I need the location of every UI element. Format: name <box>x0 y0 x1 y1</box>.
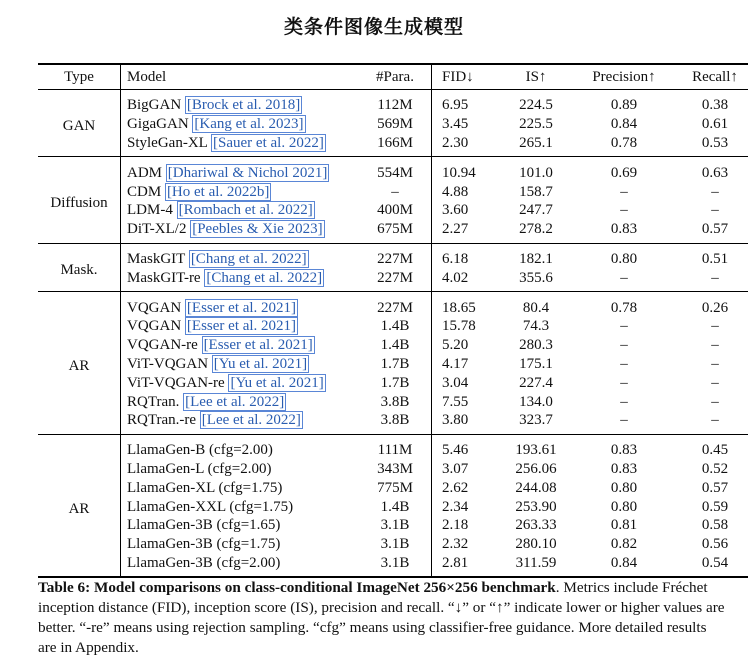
cell-params: 227M <box>359 292 432 317</box>
citation-link[interactable]: [Chang et al. 2022] <box>206 269 323 286</box>
cell-precision: 0.80 <box>610 479 638 496</box>
cell-is: 175.1 <box>519 355 553 372</box>
cell-recall: – <box>711 412 719 429</box>
cell-precision: 0.69 <box>610 164 638 181</box>
cell-model <box>121 268 360 291</box>
cell-model <box>121 554 360 578</box>
model-name: LlamaGen-3B (cfg=1.75) <box>127 536 281 553</box>
cell-precision: – <box>620 318 628 335</box>
caption-label: Table 6: <box>38 579 91 596</box>
cell-precision: – <box>620 202 628 219</box>
cell-recall: 0.57 <box>701 221 729 238</box>
cell-recall: 0.58 <box>701 517 729 534</box>
cell-recall: 0.53 <box>701 134 729 151</box>
model-name: RQTran.-re <box>127 412 197 429</box>
table-row <box>38 535 748 554</box>
model-name: LlamaGen-L (cfg=2.00) <box>127 460 272 477</box>
table-row <box>38 336 748 355</box>
cell-params: 227M <box>359 243 432 268</box>
citation-link[interactable]: [Kang et al. 2023] <box>194 116 304 133</box>
model-name: BigGAN <box>127 97 182 114</box>
cell-model <box>121 182 360 201</box>
cell-model <box>121 292 360 317</box>
citation-link[interactable]: [Esser et al. 2021] <box>186 299 297 316</box>
cell-precision: 0.83 <box>610 442 638 459</box>
cell-params: 343M <box>359 460 432 479</box>
cell-precision: 0.81 <box>610 517 638 534</box>
cell-is: 80.4 <box>522 299 550 316</box>
cell-model <box>121 115 360 134</box>
table-row <box>38 243 748 268</box>
cell-model <box>121 90 360 115</box>
cell-recall: – <box>711 183 719 200</box>
model-name: LlamaGen-B (cfg=2.00) <box>127 442 273 459</box>
cell-is: 227.4 <box>519 374 553 391</box>
cell-model <box>121 243 360 268</box>
cell-model <box>121 336 360 355</box>
table-row <box>38 157 748 182</box>
cell-precision: – <box>620 183 628 200</box>
cell-is: 247.7 <box>519 202 553 219</box>
cell-params: 675M <box>359 220 432 243</box>
citation-link[interactable]: [Ho et al. 2022b] <box>166 183 270 200</box>
cell-params: – <box>359 182 432 201</box>
model-name: LlamaGen-XL (cfg=1.75) <box>127 479 283 496</box>
model-name: ADM <box>127 164 163 181</box>
table-row <box>38 317 748 336</box>
header-fid: FID↓ <box>432 64 501 90</box>
cell-recall: 0.59 <box>701 498 729 515</box>
cell-precision: 0.89 <box>610 97 638 114</box>
cell-params: 112M <box>359 90 432 115</box>
citation-link[interactable]: [Peebles & Xie 2023] <box>192 221 323 238</box>
cell-recall: 0.52 <box>701 460 729 477</box>
cell-params: 166M <box>359 134 432 157</box>
table-row <box>38 182 748 201</box>
cell-params: 1.7B <box>359 355 432 374</box>
cell-recall: 0.51 <box>701 250 729 267</box>
header-type: Type <box>38 64 121 90</box>
cell-params: 554M <box>359 157 432 182</box>
cell-is: 355.6 <box>519 269 553 286</box>
cell-params: 3.1B <box>359 516 432 535</box>
cell-model <box>121 317 360 336</box>
cell-recall: 0.26 <box>701 299 729 316</box>
table-row <box>38 292 748 317</box>
cell-is: 182.1 <box>519 250 553 267</box>
cell-params: 111M <box>359 434 432 459</box>
cell-params: 1.7B <box>359 373 432 392</box>
cell-precision: – <box>620 269 628 286</box>
citation-link[interactable]: [Dhariwal & Nichol 2021] <box>167 164 328 181</box>
cell-params: 3.8B <box>359 392 432 411</box>
citation-link[interactable]: [Sauer et al. 2022] <box>213 134 324 151</box>
table-row <box>38 134 748 157</box>
cell-params: 227M <box>359 268 432 291</box>
cell-is: 244.08 <box>515 479 557 496</box>
cell-fid: 4.17 <box>442 355 469 372</box>
model-name: ViT-VQGAN-re <box>127 374 225 391</box>
header-precision: Precision↑ <box>572 64 676 90</box>
cell-is: 158.7 <box>519 183 553 200</box>
cell-is: 74.3 <box>522 318 550 335</box>
table-row <box>38 373 748 392</box>
cell-model <box>121 134 360 157</box>
cell-recall: 0.63 <box>701 164 729 181</box>
model-name: ViT-VQGAN <box>127 355 209 372</box>
model-name: VQGAN <box>127 299 182 316</box>
table-row <box>38 554 748 578</box>
table-row <box>38 115 748 134</box>
cell-recall: 0.45 <box>701 442 729 459</box>
cell-fid: 2.81 <box>442 554 469 571</box>
cell-fid: 6.18 <box>442 250 469 267</box>
model-name: LDM-4 <box>127 202 173 219</box>
cell-fid: 7.55 <box>442 393 469 410</box>
cell-is: 280.10 <box>515 536 557 553</box>
cell-fid: 6.95 <box>442 97 469 114</box>
cell-fid: 3.60 <box>442 202 469 219</box>
cell-is: 134.0 <box>519 393 553 410</box>
cell-fid: 4.02 <box>442 269 469 286</box>
cell-params: 1.4B <box>359 497 432 516</box>
cell-model <box>121 516 360 535</box>
cell-precision: – <box>620 412 628 429</box>
cell-recall: – <box>711 337 719 354</box>
table-row <box>38 90 748 115</box>
cell-model <box>121 497 360 516</box>
cell-fid: 15.78 <box>442 318 476 335</box>
cell-fid: 2.27 <box>442 221 469 238</box>
cell-model <box>121 373 360 392</box>
cell-model <box>121 535 360 554</box>
table-row <box>38 392 748 411</box>
cell-model <box>121 201 360 220</box>
header-params: #Para. <box>359 64 432 90</box>
cell-type: GAN <box>38 90 121 157</box>
cell-precision: 0.84 <box>610 554 638 571</box>
table-caption <box>38 578 726 658</box>
cell-model <box>121 434 360 459</box>
citation-link[interactable]: [Rombach et al. 2022] <box>178 202 313 219</box>
cell-params: 775M <box>359 478 432 497</box>
model-name: GigaGAN <box>127 116 189 133</box>
model-name: LlamaGen-3B (cfg=1.65) <box>127 517 281 534</box>
cell-fid: 2.34 <box>442 498 469 515</box>
results-table <box>38 63 748 578</box>
cell-is: 224.5 <box>519 97 553 114</box>
table-group <box>38 243 748 292</box>
table-row <box>38 355 748 374</box>
table-row <box>38 460 748 479</box>
table-row <box>38 516 748 535</box>
cell-params: 3.1B <box>359 535 432 554</box>
cell-fid: 2.18 <box>442 517 469 534</box>
cell-type: Mask. <box>38 243 121 292</box>
cell-recall: 0.56 <box>701 536 729 553</box>
model-name: MaskGIT-re <box>127 269 201 286</box>
cell-precision: 0.78 <box>610 134 638 151</box>
table-row <box>38 478 748 497</box>
cell-precision: 0.82 <box>610 536 638 553</box>
header-recall: Recall↑ <box>676 64 748 90</box>
cell-precision: 0.83 <box>610 460 638 477</box>
cell-recall: 0.54 <box>701 554 729 571</box>
cell-recall: 0.61 <box>701 116 729 133</box>
cell-fid: 18.65 <box>442 299 476 316</box>
cell-is: 101.0 <box>519 164 553 181</box>
citation-link[interactable]: [Yu et al. 2021] <box>230 374 324 391</box>
table-row <box>38 497 748 516</box>
cell-model <box>121 355 360 374</box>
cell-fid: 3.45 <box>442 116 469 133</box>
table-row <box>38 434 748 459</box>
cell-fid: 5.20 <box>442 337 469 354</box>
cell-type: Diffusion <box>38 157 121 243</box>
model-name: LlamaGen-XXL (cfg=1.75) <box>127 498 294 515</box>
model-name: RQTran. <box>127 393 180 410</box>
cell-recall: – <box>711 269 719 286</box>
cell-fid: 3.80 <box>442 412 469 429</box>
cell-fid: 2.32 <box>442 536 469 553</box>
cell-params: 569M <box>359 115 432 134</box>
cell-type: AR <box>38 292 121 435</box>
cell-is: 311.59 <box>515 554 557 571</box>
cell-is: 278.2 <box>519 221 553 238</box>
cell-fid: 4.88 <box>442 183 469 200</box>
cell-fid: 5.46 <box>442 442 469 459</box>
table-row <box>38 220 748 243</box>
citation-link[interactable]: [Esser et al. 2021] <box>203 337 313 354</box>
page-title: 类条件图像生成模型 <box>283 16 464 38</box>
cell-params: 3.8B <box>359 411 432 434</box>
cell-recall: 0.38 <box>701 97 729 114</box>
citation-link[interactable]: [Brock et al. 2018] <box>186 97 301 114</box>
cell-params: 1.4B <box>359 336 432 355</box>
table-group <box>38 434 748 577</box>
model-name: VQGAN <box>127 318 182 335</box>
cell-model <box>121 392 360 411</box>
table-row <box>38 201 748 220</box>
table-group <box>38 157 748 243</box>
model-name: DiT-XL/2 <box>127 221 187 238</box>
cell-model <box>121 478 360 497</box>
cell-model <box>121 411 360 434</box>
cell-is: 256.06 <box>515 460 557 477</box>
caption-bold: Model comparisons on class-conditional ImageNet 256×256 benchmark <box>93 579 556 596</box>
cell-type: AR <box>38 434 121 577</box>
cell-precision: 0.80 <box>610 250 638 267</box>
cell-recall: – <box>711 393 719 410</box>
caption-text: . Metrics include Fréchet inception distance (FID), inception score (IS), precision and recall. “↓” or “↑” indicate lower or higher values are better. “-re” means using rejection sampling. “cfg” means using classifier-free guidance. More detailed results are in Appendix. <box>38 579 725 656</box>
model-name: CDM <box>127 183 162 200</box>
cell-precision: 0.83 <box>610 221 638 238</box>
model-name: VQGAN-re <box>127 337 198 354</box>
cell-fid: 3.07 <box>442 460 469 477</box>
table-group <box>38 292 748 435</box>
cell-precision: 0.80 <box>610 498 638 515</box>
cell-model <box>121 157 360 182</box>
citation-link[interactable]: [Lee et al. 2022] <box>201 412 301 429</box>
cell-is: 193.61 <box>515 442 557 459</box>
cell-fid: 2.62 <box>442 479 469 496</box>
citation-link[interactable]: [Chang et al. 2022] <box>190 250 307 267</box>
cell-params: 1.4B <box>359 317 432 336</box>
cell-fid: 3.04 <box>442 374 469 391</box>
table-group <box>38 90 748 157</box>
table-row <box>38 411 748 434</box>
table-row <box>38 268 748 291</box>
cell-fid: 2.30 <box>442 134 469 151</box>
table-header-row <box>38 64 748 90</box>
model-name: MaskGIT <box>127 250 186 267</box>
citation-link[interactable]: [Lee et al. 2022] <box>185 393 285 410</box>
cell-precision: – <box>620 355 628 372</box>
cell-recall: – <box>711 318 719 335</box>
citation-link[interactable]: [Esser et al. 2021] <box>186 318 297 335</box>
cell-is: 265.1 <box>519 134 553 151</box>
header-is: IS↑ <box>500 64 572 90</box>
cell-recall: – <box>711 355 719 372</box>
cell-precision: – <box>620 393 628 410</box>
cell-precision: – <box>620 337 628 354</box>
model-name: LlamaGen-3B (cfg=2.00) <box>127 554 281 571</box>
cell-is: 253.90 <box>515 498 557 515</box>
cell-is: 263.33 <box>515 517 557 534</box>
cell-is: 280.3 <box>519 337 553 354</box>
cell-precision: 0.84 <box>610 116 638 133</box>
cell-params: 400M <box>359 201 432 220</box>
cell-recall: – <box>711 374 719 391</box>
cell-model <box>121 220 360 243</box>
cell-fid: 10.94 <box>442 164 476 181</box>
cell-precision: – <box>620 374 628 391</box>
citation-link[interactable]: [Yu et al. 2021] <box>213 355 308 372</box>
cell-recall: 0.57 <box>701 479 729 496</box>
cell-model <box>121 460 360 479</box>
cell-is: 323.7 <box>519 412 553 429</box>
header-model: Model <box>121 64 360 90</box>
cell-recall: – <box>711 202 719 219</box>
cell-params: 3.1B <box>359 554 432 578</box>
model-name: StyleGan-XL <box>127 134 208 151</box>
cell-precision: 0.78 <box>610 299 638 316</box>
cell-is: 225.5 <box>519 116 553 133</box>
